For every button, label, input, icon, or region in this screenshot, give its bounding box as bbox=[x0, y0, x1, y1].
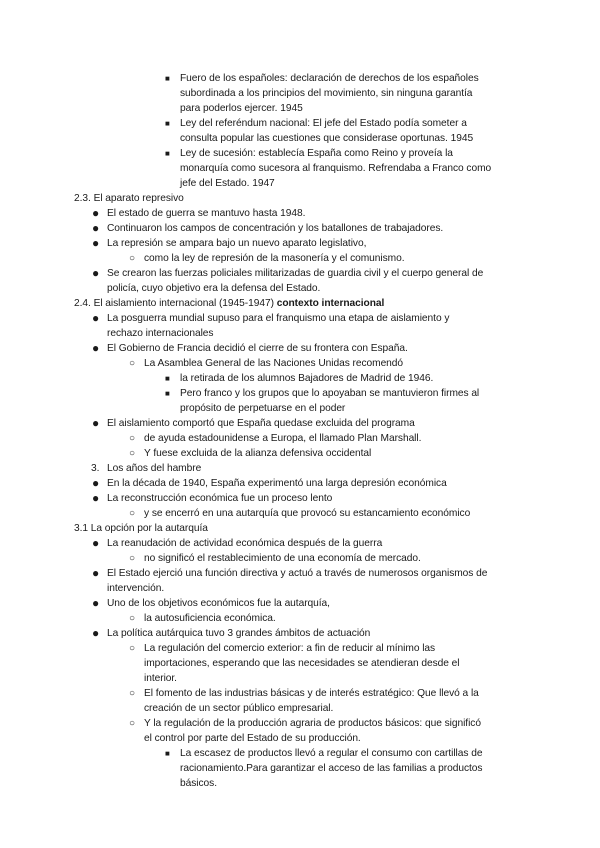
list-item-text bbox=[180, 176, 275, 191]
text-line: El aislamiento comportó que España quedase excluida del programa bbox=[107, 418, 415, 429]
list-item-text bbox=[180, 161, 491, 176]
text-line: Uno de los objetivos económicos fue la autarquía, bbox=[107, 598, 330, 609]
bullet-circle-icon: ○ bbox=[129, 508, 136, 519]
text-line: no significó el restablecimiento de una economía de mercado. bbox=[144, 553, 421, 564]
bullet-circle-icon: ○ bbox=[129, 718, 136, 729]
list-item-text bbox=[144, 716, 481, 731]
list-item-text bbox=[107, 491, 332, 506]
bullet-circle-icon: ○ bbox=[129, 433, 136, 444]
text-line: Los años del hambre bbox=[107, 463, 202, 474]
bullet-disc-icon: ● bbox=[92, 626, 100, 640]
text-line: El Estado ejerció una función directiva y actuó a través de numerosos organismos de bbox=[107, 568, 488, 579]
text-line: 2.4. El aislamiento internacional (1945-1947) bbox=[74, 298, 274, 309]
list-item-text bbox=[144, 656, 460, 671]
list-item-text bbox=[107, 476, 447, 491]
list-item-text bbox=[107, 536, 382, 551]
bullet-circle-icon: ○ bbox=[129, 358, 136, 369]
text-line: La política autárquica tuvo 3 grandes ámbitos de actuación bbox=[107, 628, 371, 639]
bullet-disc-icon: ● bbox=[92, 416, 100, 430]
list-item-text bbox=[144, 551, 421, 566]
section-heading bbox=[74, 296, 384, 311]
list-item-text bbox=[107, 461, 201, 476]
list-item-text bbox=[144, 671, 177, 686]
text-line: propósito de perpetuarse en el poder bbox=[180, 403, 346, 414]
text-line: policía, cuyo objetivo era la defensa del Estado. bbox=[107, 283, 321, 294]
bullet-disc-icon: ● bbox=[92, 266, 100, 280]
list-item-text bbox=[107, 326, 213, 341]
list-item-text bbox=[180, 746, 482, 761]
text-line: importaciones, esperando que las necesidades se atendieran desde el bbox=[144, 658, 460, 669]
list-item-text bbox=[144, 251, 405, 266]
list-item-text bbox=[144, 431, 421, 446]
bullet-disc-icon: ● bbox=[92, 236, 100, 250]
text-line: La escasez de productos llevó a regular el consumo con cartillas de bbox=[180, 748, 483, 759]
bullet-circle-icon: ○ bbox=[129, 553, 136, 564]
text-line: Y fuese excluida de la alianza defensiva occidental bbox=[144, 448, 372, 459]
text-line: Fuero de los españoles: declaración de derechos de los españoles bbox=[180, 73, 479, 84]
bold-emphasis: contexto internacional bbox=[276, 298, 385, 309]
list-item-text bbox=[144, 446, 371, 461]
text-line: monarquía como sucesora al franquismo. Refrendaba a Franco como bbox=[180, 163, 492, 174]
list-item-text bbox=[107, 341, 408, 356]
list-item-text bbox=[107, 566, 487, 581]
bullet-disc-icon: ● bbox=[92, 221, 100, 235]
bullet-disc-icon: ● bbox=[92, 206, 100, 220]
list-item-text bbox=[144, 701, 333, 716]
bullet-disc-icon: ● bbox=[92, 536, 100, 550]
list-item-text bbox=[107, 416, 415, 431]
text-line: como la ley de represión de la masonería y el comunismo. bbox=[144, 253, 405, 264]
bullet-square-icon: ■ bbox=[165, 119, 170, 128]
bullet-circle-icon: ○ bbox=[129, 688, 136, 699]
text-line: 2.3. El aparato represivo bbox=[74, 193, 184, 204]
list-item-text bbox=[107, 221, 443, 236]
list-item-text bbox=[180, 101, 303, 116]
text-line: Ley de sucesión: establecía España como Reino y proveía la bbox=[180, 148, 453, 159]
list-item-text bbox=[144, 686, 479, 701]
text-line: Pero franco y los grupos que lo apoyaban se mantuvieron firmes al bbox=[180, 388, 480, 399]
text-line: El fomento de las industrias básicas y de interés estratégico: Que llevó a la bbox=[144, 688, 479, 699]
text-line: El Gobierno de Francia decidió el cierre de su frontera con España. bbox=[107, 343, 408, 354]
text-line: En la década de 1940, España experimentó una larga depresión económica bbox=[107, 478, 447, 489]
list-item-text bbox=[107, 266, 483, 281]
list-item-text bbox=[144, 506, 470, 521]
bullet-square-icon: ■ bbox=[165, 74, 170, 83]
list-item-text bbox=[144, 731, 361, 746]
list-item-text bbox=[107, 581, 164, 596]
text-line: de ayuda estadounidense a Europa, el llamado Plan Marshall. bbox=[144, 433, 422, 444]
text-line: y se encerró en una autarquía que provocó su estancamiento económico bbox=[144, 508, 471, 519]
text-line: racionamiento.Para garantizar el acceso de las familias a productos bbox=[180, 763, 483, 774]
bullet-square-icon: ■ bbox=[165, 374, 170, 383]
text-line: Ley del referéndum nacional: El jefe del Estado podía someter a bbox=[180, 118, 467, 129]
bullet-square-icon: ■ bbox=[165, 149, 170, 158]
list-item-text bbox=[144, 356, 403, 371]
text-line: creación de un sector público empresarial. bbox=[144, 703, 334, 714]
bullet-disc-icon: ● bbox=[92, 341, 100, 355]
list-item-text bbox=[180, 146, 453, 161]
list-item-text bbox=[107, 236, 366, 251]
bullet-disc-icon: ● bbox=[92, 311, 100, 325]
text-line: La Asamblea General de las Naciones Unidas recomendó bbox=[144, 358, 404, 369]
bullet-disc-icon: ● bbox=[92, 566, 100, 580]
list-item-text bbox=[107, 281, 320, 296]
list-item-text bbox=[180, 116, 467, 131]
bullet-circle-icon: ○ bbox=[129, 448, 136, 459]
text-line: la autosuficiencia económica. bbox=[144, 613, 276, 624]
bullet-disc-icon: ● bbox=[92, 476, 100, 490]
text-line: el control por parte del Estado de su producción. bbox=[144, 733, 361, 744]
list-item-text bbox=[180, 386, 479, 401]
text-line: básicos. bbox=[180, 778, 217, 789]
text-line: La represión se ampara bajo un nuevo aparato legislativo, bbox=[107, 238, 367, 249]
bullet-circle-icon: ○ bbox=[129, 613, 136, 624]
bullet-disc-icon: ● bbox=[92, 596, 100, 610]
text-line: 3.1 La opción por la autarquía bbox=[74, 523, 208, 534]
text-line: El estado de guerra se mantuvo hasta 1948. bbox=[107, 208, 306, 219]
section-heading bbox=[74, 521, 208, 536]
list-item-text bbox=[180, 86, 472, 101]
text-line: La reconstrucción económica fue un proceso lento bbox=[107, 493, 333, 504]
text-line: la retirada de los alumnos Bajadores de Madrid de 1946. bbox=[180, 373, 434, 384]
text-line: La posguerra mundial supuso para el franquismo una etapa de aislamiento y bbox=[107, 313, 450, 324]
list-item-text bbox=[144, 641, 435, 656]
bullet-circle-icon: ○ bbox=[129, 643, 136, 654]
text-line: intervención. bbox=[107, 583, 165, 594]
list-item-text bbox=[180, 401, 345, 416]
text-line: Se crearon las fuerzas policiales militarizadas de guardia civil y el cuerpo general de bbox=[107, 268, 484, 279]
list-item-text bbox=[107, 596, 330, 611]
text-line: subordinada a los principios del movimiento, sin ninguna garantía bbox=[180, 88, 473, 99]
text-line: Continuaron los campos de concentración y los batallones de trabajadores. bbox=[107, 223, 444, 234]
bullet-square-icon: ■ bbox=[165, 749, 170, 758]
list-item-text bbox=[144, 611, 276, 626]
text-line: para poderlos ejercer. 1945 bbox=[180, 103, 303, 114]
list-item-text bbox=[107, 206, 305, 221]
text-line: jefe del Estado. 1947 bbox=[180, 178, 275, 189]
bullet-disc-icon: ● bbox=[92, 491, 100, 505]
list-item-text bbox=[180, 71, 479, 86]
list-item-text bbox=[180, 131, 473, 146]
text-line: rechazo internacionales bbox=[107, 328, 214, 339]
list-number: 3. bbox=[91, 463, 100, 474]
list-item-text bbox=[107, 626, 370, 641]
bullet-square-icon: ■ bbox=[165, 389, 170, 398]
text-line: Y la regulación de la producción agraria de productos básicos: que significó bbox=[144, 718, 481, 729]
list-item-text bbox=[180, 761, 482, 776]
list-item-text bbox=[180, 776, 217, 791]
text-line: consulta popular las cuestiones que considerase oportunas. 1945 bbox=[180, 133, 474, 144]
bullet-circle-icon: ○ bbox=[129, 253, 136, 264]
text-line: interior. bbox=[144, 673, 177, 684]
section-heading bbox=[74, 191, 184, 206]
text-line: La reanudación de actividad económica después de la guerra bbox=[107, 538, 383, 549]
list-item-text bbox=[107, 311, 449, 326]
list-item-text bbox=[180, 371, 433, 386]
text-line: La regulación del comercio exterior: a fin de reducir al mínimo las bbox=[144, 643, 436, 654]
